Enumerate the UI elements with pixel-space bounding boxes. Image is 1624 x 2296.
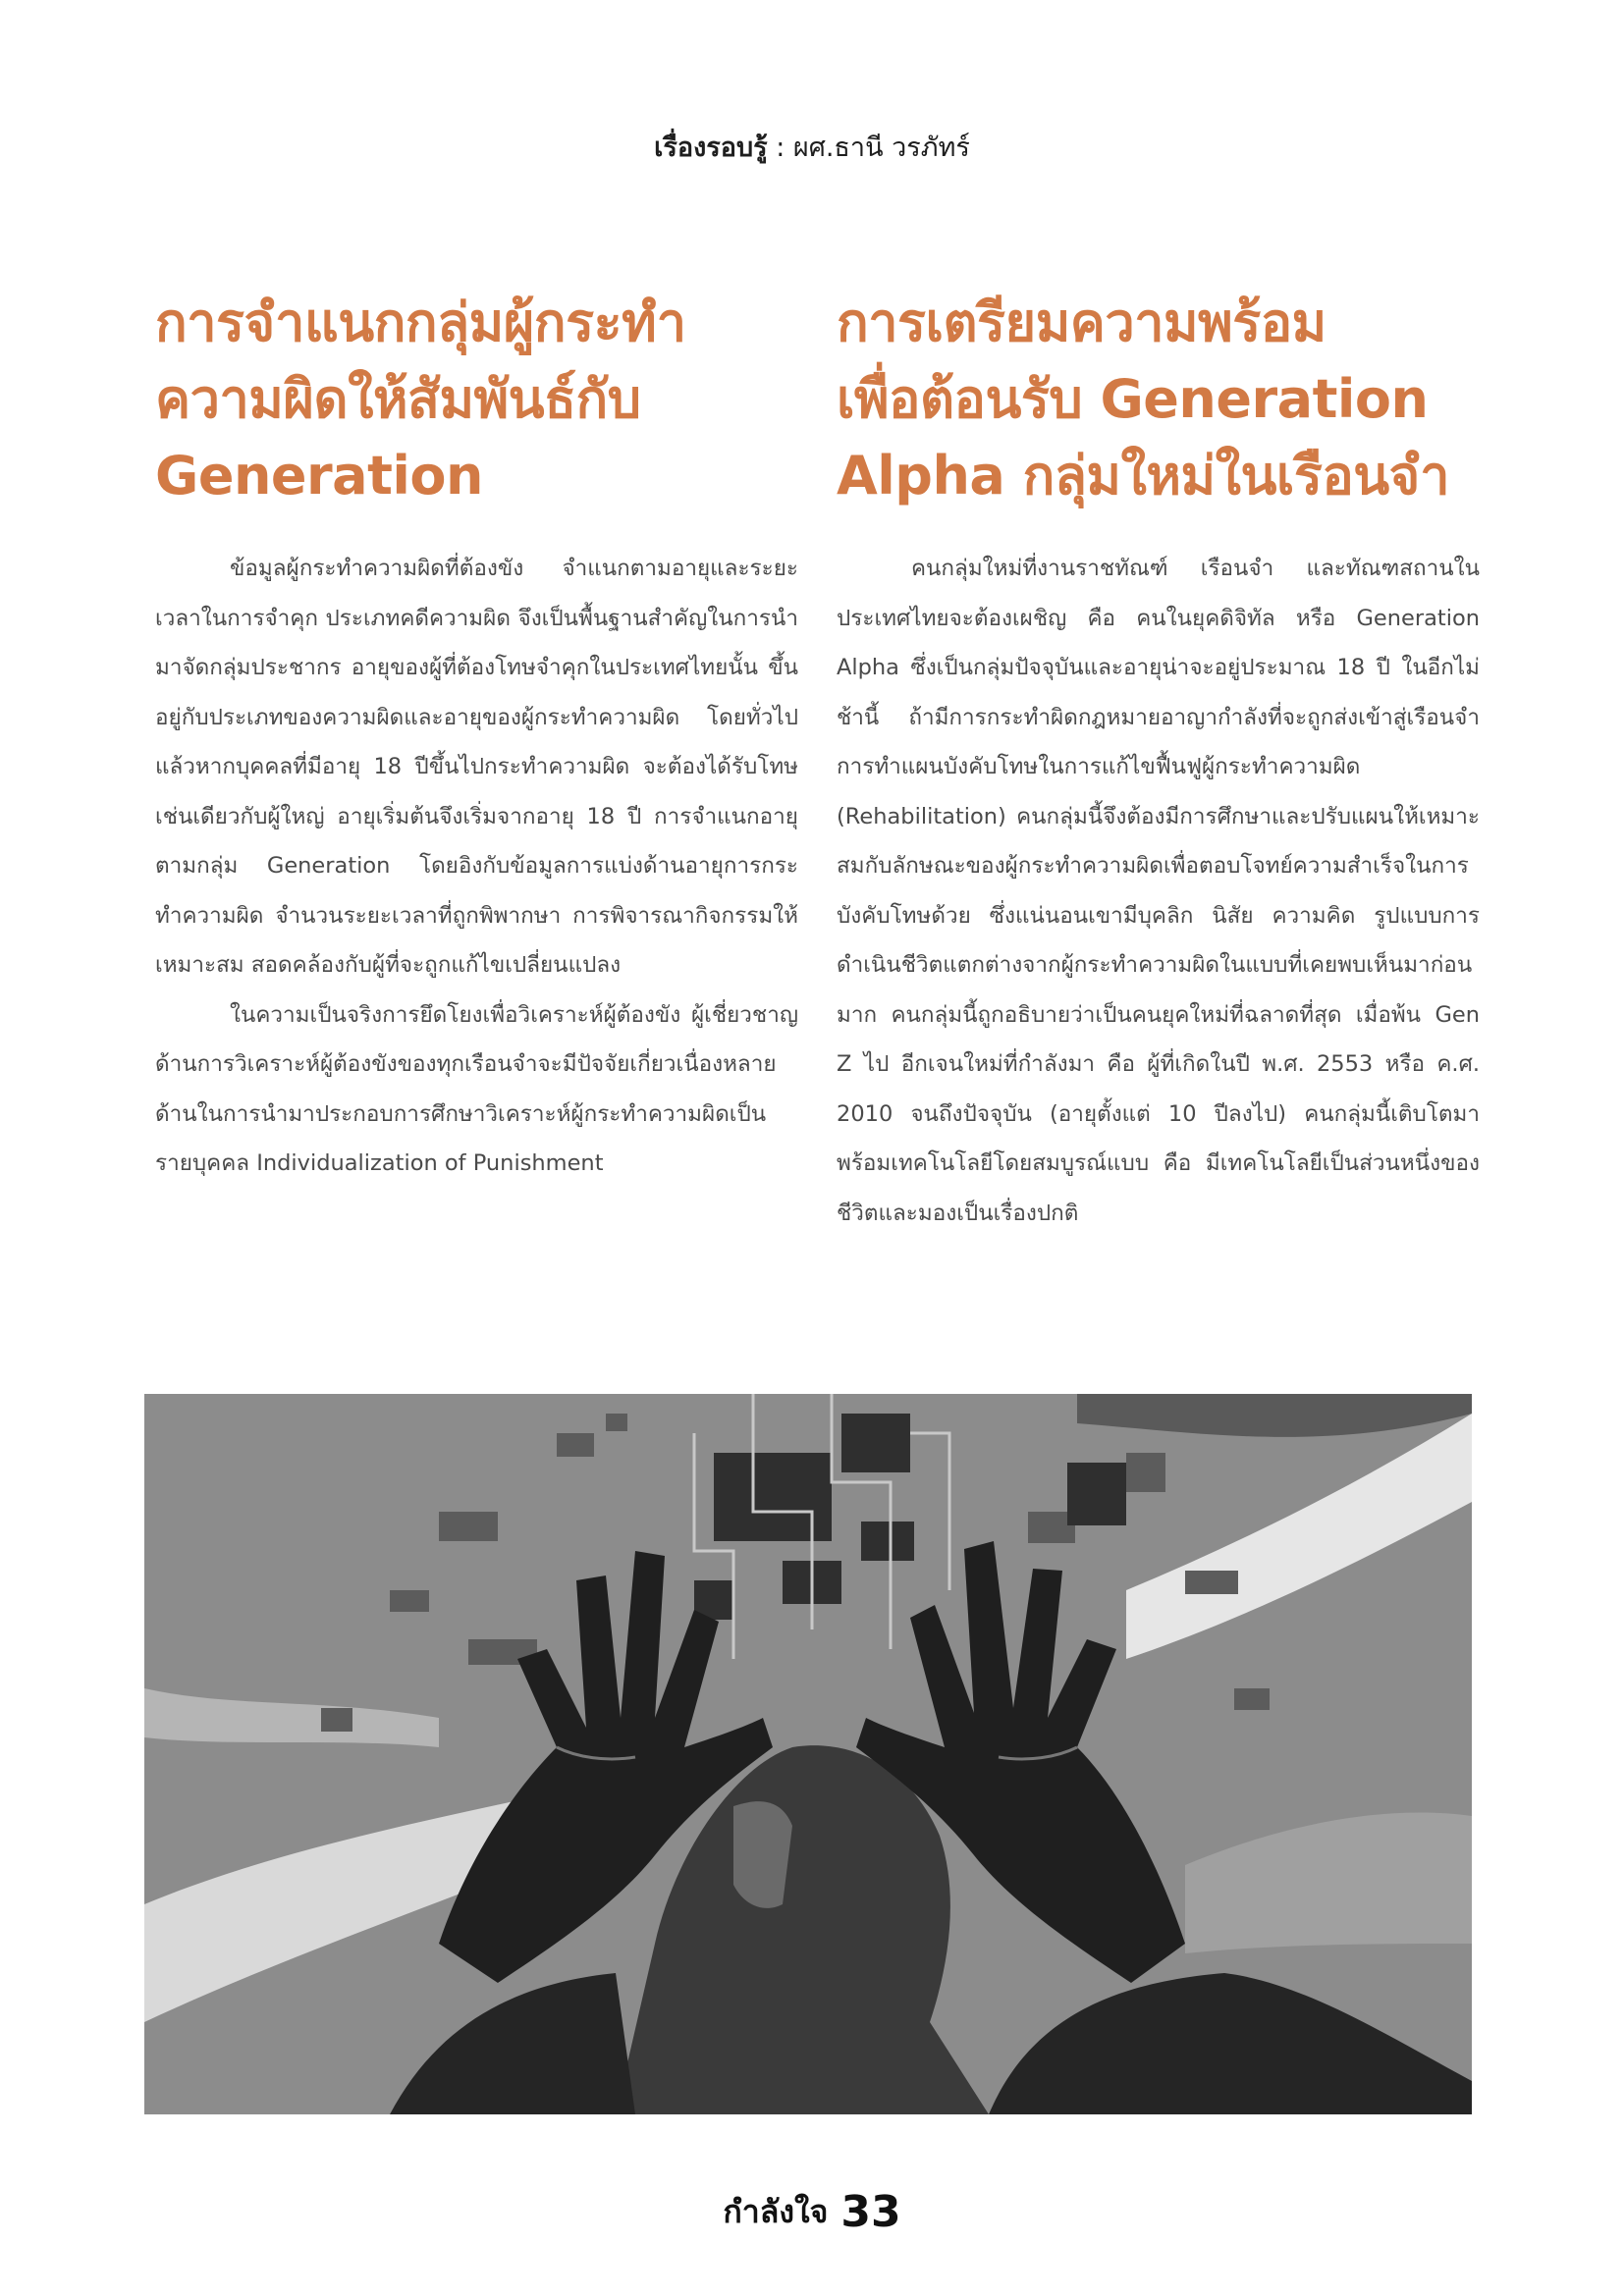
right-headline-line: การเตรียมความพร้อม xyxy=(837,292,1326,353)
pixel-block xyxy=(1126,1453,1165,1492)
right-paragraph: คนกลุ่มใหม่ที่งานราชทัณฑ์ เรือนจำ และทัณฑสถานในประเทศไทยจะต้องเผชิญ คือ คนในยุคดิจิทัล หรือ Generation Alpha ซึ่งเป็นกลุ่มปัจจุบันและอายุน่าจะอยู่ประมาณ 18 ปี ในอีกไม่ช้านี้ ถ้ามีการกระทำผิดกฎหมายอาญากำลังที่จะถูกส่งเข้าสู่เรือนจำ การทำแผนบังคับโทษในการแก้ไขฟื้นฟูผู้กระทำความผิด (Rehabilitation) คนกลุ่มนี้จึงต้องมีการศึกษาและปรับแผนให้เหมาะสมกับลักษณะของผู้กระทำความผิดเพื่อตอบโจทย์ความสำเร็จในการบังคับโทษด้วย ซึ่งแน่นอนเขามีบุคลิก นิสัย ความคิด รูปแบบการดำเนินชีวิตแตกต่างจากผู้กระทำความผิดในแบบที่เคยพบเห็นมาก่อนมาก คนกลุ่มนี้ถูกอธิบายว่าเป็นคนยุคใหม่ที่ฉลาดที่สุด เมื่อพ้น Gen Z ไป อีกเจนใหม่ที่กำลังมา คือ ผู้ที่เกิดในปี พ.ศ. 2553 หรือ ค.ศ. 2010 จนถึงปัจจุบัน (อายุตั้งแต่ 10 ปีลงไป) คนกลุ่มนี้เติบโตมาพร้อมเทคโนโลยีโดยสมบูรณ์แบบ คือ มีเทคโนโลยีเป็นส่วนหนึ่งของชีวิตและมองเป็นเรื่องปกติ xyxy=(837,556,1480,1226)
right-body xyxy=(837,544,1480,1238)
right-headline xyxy=(837,285,1480,514)
left-headline xyxy=(155,285,798,514)
left-column xyxy=(155,285,798,1189)
header-author: ผศ.ธานี วรภัทร์ xyxy=(792,133,970,163)
pixel-block xyxy=(1067,1463,1126,1525)
page-footer xyxy=(0,2187,1624,2237)
pixel-block xyxy=(714,1453,832,1541)
pixel-block xyxy=(1185,1571,1238,1594)
hands-face-illustration xyxy=(144,1394,1472,2114)
pixel-block xyxy=(1234,1688,1270,1710)
left-headline-line: Generation xyxy=(155,445,483,507)
face-highlight xyxy=(733,1801,792,1908)
header-section: เรื่องรอบรู้ xyxy=(654,133,768,163)
left-headline-line: ความผิดให้สัมพันธ์กับ xyxy=(155,368,641,430)
illustration-artwork xyxy=(144,1394,1472,2114)
pixel-block xyxy=(390,1590,429,1612)
pixel-block xyxy=(439,1512,498,1541)
right-headline-line: Alpha กลุ่มใหม่ในเรือนจำ xyxy=(837,445,1450,507)
right-column xyxy=(837,285,1480,1238)
right-headline-line: เพื่อต้อนรับ Generation xyxy=(837,368,1429,430)
page-number: 33 xyxy=(840,2187,901,2237)
pixel-block xyxy=(321,1708,352,1732)
header-separator: : xyxy=(767,133,793,163)
left-headline-line: การจำแนกกลุ่มผู้กระทำ xyxy=(155,292,686,353)
left-paragraph: ในความเป็นจริงการยึดโยงเพื่อวิเคราะห์ผู้ต้องขัง ผู้เชี่ยวชาญด้านการวิเคราะห์ผู้ต้องขังของทุกเรือนจำจะมีปัจจัยเกี่ยวเนื่องหลายด้านในการนำมาประกอบการศึกษาวิเคราะห์ผู้กระทำความผิดเป็นรายบุคคล Individualization of Punishment xyxy=(155,1001,798,1176)
pixel-block xyxy=(861,1522,914,1561)
left-body xyxy=(155,544,798,1189)
pixel-block xyxy=(557,1433,594,1457)
magazine-name: กำลังใจ xyxy=(723,2193,829,2230)
pixel-block xyxy=(841,1414,910,1472)
left-paragraph: ข้อมูลผู้กระทำความผิดที่ต้องขัง จำแนกตามอายุและระยะเวลาในการจำคุก ประเภทคดีความผิด จึงเป็นพื้นฐานสำคัญในการนำมาจัดกลุ่มประชากร อายุของผู้ที่ต้องโทษจำคุกในประเทศไทยนั้น ขึ้นอยู่กับประเภทของความผิดและอายุของผู้กระทำความผิด โดยทั่วไปแล้วหากบุคคลที่มีอายุ 18 ปีขึ้นไปกระทำความผิด จะต้องได้รับโทษเช่นเดียวกับผู้ใหญ่ อายุเริ่มต้นจึงเริ่มจากอายุ 18 ปี การจำแนกอายุตามกลุ่ม Generation โดยอิงกับข้อมูลการแบ่งด้านอายุการกระทำความผิด จำนวนระยะเวลาที่ถูกพิพากษา การพิจารณากิจกรรมให้เหมาะสม สอดคล้องกับผู้ที่จะถูกแก้ไขเปลี่ยนแปลง xyxy=(155,556,798,978)
page-header xyxy=(0,126,1624,168)
pixel-block xyxy=(606,1414,627,1431)
